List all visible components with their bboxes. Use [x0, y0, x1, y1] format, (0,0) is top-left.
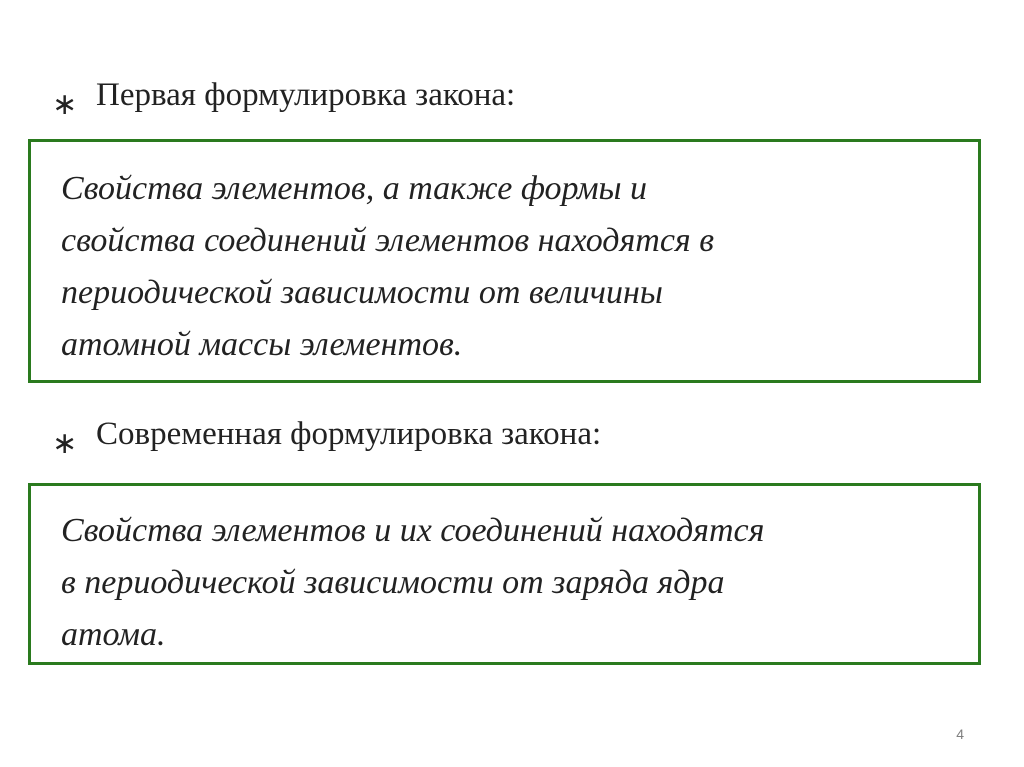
first-formulation-text [31, 142, 978, 371]
first-formulation-line: атомной массы элементов. [61, 326, 463, 363]
first-formulation-line: свойства соединений элементов находятся в [61, 222, 714, 259]
asterisk-bullet-icon: ∗ [52, 426, 78, 461]
modern-formulation-line: в периодической зависимости от заряда ядра [61, 564, 725, 601]
modern-formulation-line: атома. [61, 616, 166, 653]
first-formulation-box [28, 139, 981, 383]
first-formulation-line: периодической зависимости от величины [61, 274, 663, 311]
first-formulation-heading-text: Первая формулировка закона: [96, 77, 516, 113]
asterisk-bullet-icon: ∗ [52, 87, 78, 122]
modern-formulation-line: Свойства элементов и их соединений находятся [61, 512, 765, 549]
first-formulation-line: Свойства элементов, а также формы и [61, 170, 648, 207]
modern-formulation-heading [52, 415, 602, 461]
page-number: 4 [956, 726, 964, 742]
first-formulation-heading [52, 76, 516, 122]
modern-formulation-box [28, 483, 981, 665]
modern-formulation-heading-text: Современная формулировка закона: [96, 416, 602, 452]
modern-formulation-text [31, 486, 978, 661]
